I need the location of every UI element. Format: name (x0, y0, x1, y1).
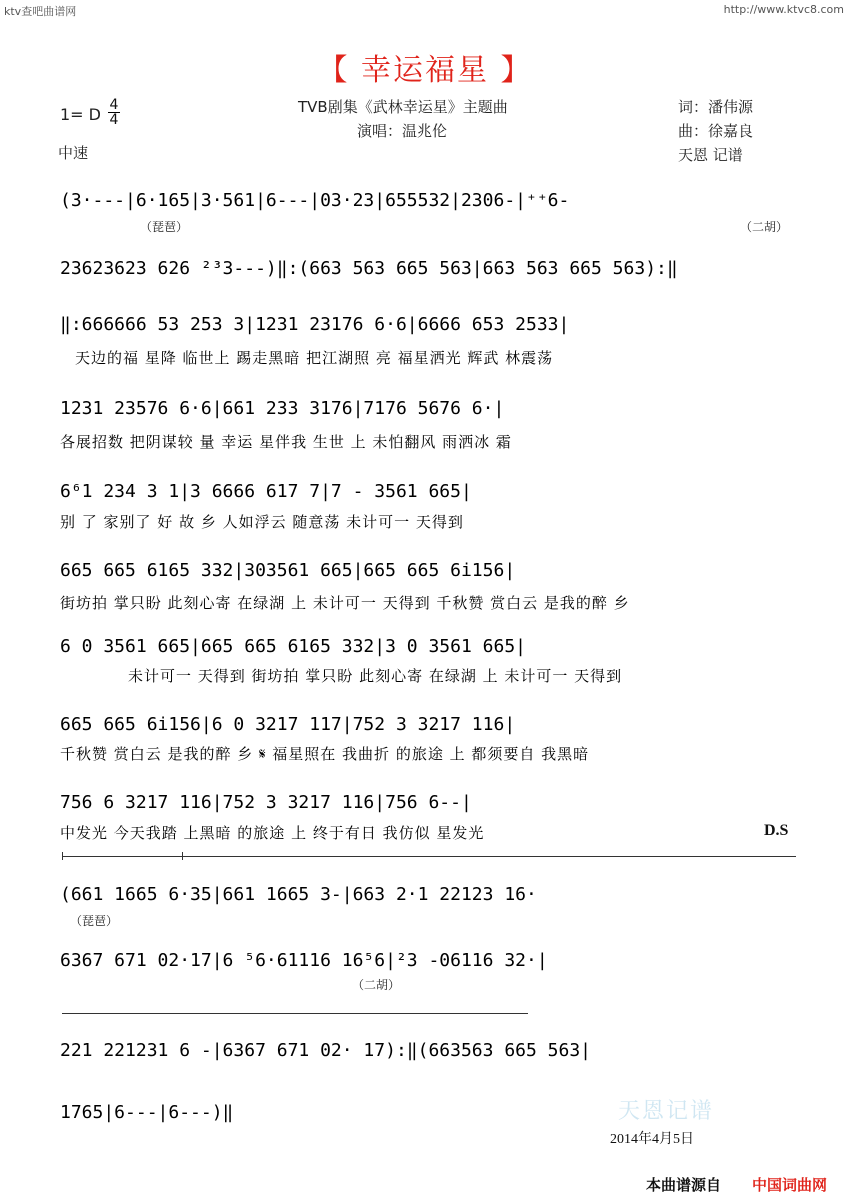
source-site-link[interactable]: 中国词曲网 (752, 1176, 828, 1194)
score-row-5-notes: 6⁶1 234 3 1|3 6666 617 7|7 - 3561 665| (60, 481, 472, 502)
score-row-7-lyrics: 未计可一 天得到 街坊拍 掌只盼 此刻心寄 在绿湖 上 未计可一 天得到 (128, 667, 623, 685)
volta-line (62, 856, 796, 857)
subtitle: TVB剧集《武林幸运星》主题曲 (298, 98, 508, 116)
score-row-5-lyrics: 别 了 家别了 好 故 乡 人如浮云 随意荡 未计可一 天得到 (60, 513, 464, 531)
watermark-left: ktv查吧曲谱网 (4, 5, 77, 18)
erhu-label-2: （二胡） (352, 978, 401, 992)
score-row-11-notes: 6367 671 02·17|6 ⁵6·61116 16⁵6|²3 -06116 32·| (60, 950, 548, 971)
score-row-4-notes: 1231 23576 6·6|661 233 3176|7176 5676 6·| (60, 398, 505, 419)
dal-segno-mark: D.S (764, 822, 789, 839)
score-row-8-lyrics: 千秋赞 赏白云 是我的醉 乡 𝄋 福星照在 我曲折 的旅途 上 都须要自 我黑暗 (60, 745, 590, 763)
score-row-2-notes: 23623623 626 ²³3---)‖:(663 563 665 563|663 563 665 563):‖ (60, 258, 678, 279)
score-row-13-notes: 1765|6---|6---)‖ (60, 1102, 234, 1123)
transcription-date: 2014年4月5日 (610, 1132, 694, 1147)
score-row-8-notes: 665 665 6i156|6 0 3217 117|752 3 3217 116| (60, 714, 516, 735)
key-signature: 1= D (60, 105, 101, 124)
time-signature (108, 98, 120, 127)
score-row-9-lyrics: 中发光 今天我踏 上黑暗 的旅途 上 终于有日 我仿似 星发光 (60, 824, 485, 842)
volta-hook-mid (182, 852, 183, 860)
volta-hook-left (62, 852, 63, 860)
score-row-9-notes: 756 6 3217 116|752 3 3217 116|756 6--| (60, 792, 472, 813)
score-row-1-notes: (3·---|6·165|3·561|6---|03·23|655532|2306-|⁺⁺6- (60, 190, 570, 211)
score-row-10-notes: (661 1665 6·35|661 1665 3-|663 2·1 22123 16· (60, 884, 537, 905)
lyricist: 词：潘伟源 (678, 98, 754, 116)
score-row-12-notes: 221 221231 6 -|6367 671 02· 17):‖(663563 665 563| (60, 1040, 592, 1061)
score-row-6-lyrics: 街坊拍 掌只盼 此刻心寄 在绿湖 上 未计可一 天得到 千秋赞 赏白云 是我的醉 乡 (60, 594, 630, 612)
transcriber-stamp: 天恩记谱 (618, 1098, 715, 1123)
time-signature-bottom: 4 (109, 112, 119, 128)
pipa-label: （琵琶） (140, 220, 189, 234)
time-signature-top: 4 (109, 97, 119, 113)
composer: 曲：徐嘉良 (678, 122, 754, 140)
repeat-line (62, 1013, 528, 1014)
erhu-label: （二胡） (740, 220, 789, 234)
score-row-7-notes: 6 0 3561 665|665 665 6165 332|3 0 3561 665| (60, 636, 526, 657)
score-row-3-notes: ‖:666666 53 253 3|1231 23176 6·6|6666 653 2533| (60, 314, 570, 335)
tempo-marking: 中速 (58, 144, 89, 162)
watermark-right: http://www.ktvc8.com (723, 3, 844, 16)
pipa-label-2: （琵琶） (70, 914, 119, 928)
singer: 演唱：温兆伦 (357, 122, 448, 140)
score-row-6-notes: 665 665 6165 332|303561 665|665 665 6i156| (60, 560, 516, 581)
source-label: 本曲谱源自 (646, 1176, 722, 1194)
transcriber: 天恩 记谱 (678, 146, 743, 164)
song-title: 【 幸运福星 】 (317, 53, 533, 88)
score-row-4-lyrics: 各展招数 把阴谋较 量 幸运 星伴我 生世 上 未怕翻风 雨洒冰 霜 (60, 433, 512, 451)
score-row-3-lyrics: 天边的福 星降 临世上 踢走黑暗 把江湖照 亮 福星洒光 辉武 林震荡 (75, 349, 554, 367)
